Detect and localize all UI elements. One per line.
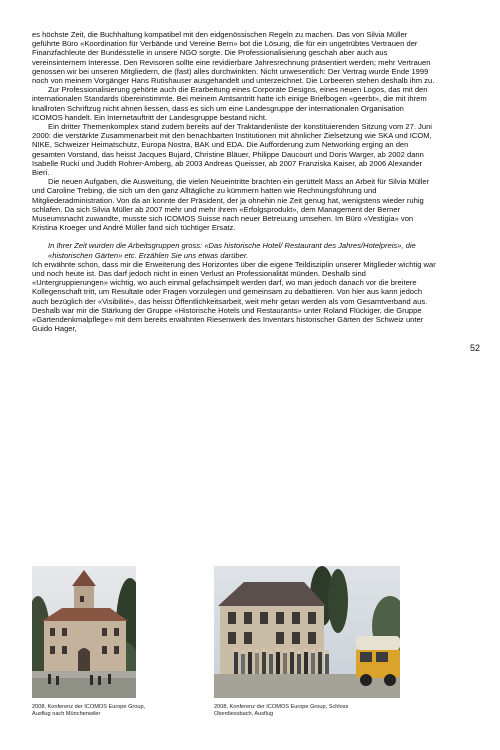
paragraph: es höchste Zeit, die Buchhaltung kompatibel mit den eidgenössischen Regeln zu machen. Das von Silvia Müller geführte Büro «Koordination für Verbände und Vereine Bern» bot die Lösung, die für ein ungetrübtes Vertrauen der Finanzfachleute der Bundesstelle in unsere NGO sorgte. Die Professionalisierung geschah aber auch aus vereinsinternem Interesse. Den Revisoren sollte eine revidierbare Jahresrechnung präsentiert werden; mehr Vertrauen genossen wir bei unseren Mitgliedern, die (fast) alles durchwinkten. Nicht unwesentlich: Der Vertrag wurde Ende 1999 noch von meinem Vorgänger Hans Rutishauser ausgehandelt und unterzeichnet. Die Lorbeeren stehen deshalb ihm zu.	[32, 30, 435, 86]
caption-line: 2008, Konferenz der ICOMOS Europe Group, Schloss	[214, 704, 349, 710]
interview-answer: Ich erwähnte schon, dass mir die Erweiterung des Horizontes über die eigene Teildisziplin unserer Mitglieder wichtig war und noch heute ist. Das darf jedoch nicht in einen Verlust an Professionalität münden. Deshalb sind «Untergruppierungen» wichtig, wo auch einmal gefachsimpelt werden darf, wo man jedoch danach vor die breitere Kollegenschaft tritt, um Resultate oder Fragen vorzulegen und gemeinsam zu debattieren. Von hier aus kann jedoch auch bezüglich der «Visibilité», das heisst Öffentlichkeitsarbeit, weit mehr getan werden als vom Gesamtverband aus. Deshalb war mir die Stärkung der Gruppe «Historische Hotels und Restaurants» unter Roland Flückiger, die Gruppe «Gartendenkmalpflege» mit dem bereits erwähnten Riesenwerk des Inventars historischer Gärten der Schweiz unter Guido Hager,	[32, 259, 436, 334]
paragraph: Die neuen Aufgaben, die Ausweitung, die vielen Neueintritte brachten ein gerüttelt Mass an Arbeit für Silvia Müller und Caroline Trebing, die sich um den ganz Alltägliche zu kümmern hatten wie Rechnungsführung und Mitgliederadministration. Von da an konnte der Präsident, der ja ohnehin nie Zeit genug hat, wenigstens wieder ruhig schlafen. Da sich Silvia Müller ab 2007 mehr und mehr ihrem «Erfolgsprodukt», dem Management der Berner Museumsnacht zuwandte, musste sich ICOMOS Suisse nach neuer Betreuung umsehen. Im Büro «Vestigia» von Kristina Kroeger und André Müller fand sich tüchtiger Ersatz.	[32, 177, 430, 233]
caption-line: 2008, Konferenz der ICOMOS Europe Group,	[32, 704, 146, 710]
castle-photo	[32, 566, 136, 698]
paragraph: Zur Professionalisierung gehörte auch die Erarbeitung eines Corporate Designs, eines neuen Logos, das mit den internationalen Standards übereinstimmte. Bei meinem Amtsantritt hatte ich einige Briefbogen «geerbt», die mit ihrem knallroten Schriftzug nicht ahnen liessen, dass es sich um eine Landesgruppe der internationalen Organisation ICOMOS handelt. Ein Internetauftritt der Landesgruppe bestand nicht.	[32, 85, 428, 122]
figure-caption	[214, 704, 404, 718]
page-number: 52	[469, 343, 480, 353]
group-photo	[214, 566, 400, 698]
paragraph: Ein dritter Themenkomplex stand zudem bereits auf der Traktandenliste der konstituierenden Sitzung vom 27. Juni 2000: die verstärkte Zusammenarbeit mit den benachbarten Institutionen mit ähnlicher Zielsetzung wie SKA und ICOM, NIKE, Schweizer Heimatschutz, Europa Nostra, BAK und EDA. Die Aufforderung zum Networking erging an den gesamten Vorstand, das heisst Jacques Bujard, Christine Bläuer, Philippe Daucourt und Doris Warger, ab 2002 dann Isabelle Rucki und Judith Rohrer-Amberg, ab 2003 Andreas Queisser, ab 2007 Franziska Kaiser, ab 2006 Alexander Bieri.	[32, 122, 432, 178]
caption-line: Oberdiessbach, Ausflug	[214, 711, 274, 717]
caption-line: Ausflug nach Münchenwiler	[32, 711, 101, 717]
body-text	[32, 30, 436, 334]
figure-caption	[32, 704, 182, 718]
interview-question: In Ihrer Zeit wurden die Arbeitsgruppen gross: «Das historische Hotel/ Restaurant des Jahres/Hotelpreis», die «historischen Gärten» etc. Erzählen Sie uns etwas darüber.	[48, 241, 416, 260]
